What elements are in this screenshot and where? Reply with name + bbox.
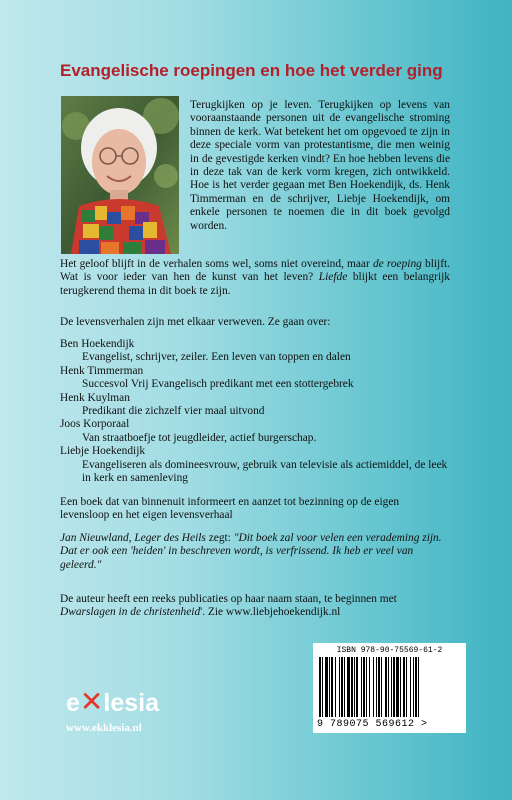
isbn-label: ISBN 978-90-75569-61-2	[336, 646, 443, 655]
person-name: Ben Hoekendijk	[60, 338, 135, 350]
person-entry	[60, 445, 455, 485]
barcode-bar	[373, 657, 374, 717]
barcode-bar	[347, 657, 350, 717]
person-name: Joos Korporaal	[60, 418, 130, 431]
barcode-bar	[325, 657, 328, 717]
barcode-bar	[339, 657, 340, 717]
person-description: Evangelist, schrijver, zeiler. Een leven van toppen en dalen	[82, 351, 351, 364]
cross-icon: ✕	[79, 686, 104, 717]
author-info: De auteur heeft een reeks publicaties op haar naam staan, te beginnen met Dwarslagen in de christenheid'. Zie www.liebjehoekendijk.nl	[60, 593, 397, 619]
intro-text: Terugkijken op je leven. Terugkijken op levens van vooraanstaande personen uit de evangelische stroming binnen de kerk. Wat betekent het om opgevoed te zijn in deze speciale vorm van protestantisme, die men weinig in de gevestigde kerken vindt? En hoe hebben levens die in deze tak van de kerk vorm kregen, zich ontwikkeld. Hoe is het verder gegaan met Ben Hoekendijk, ds. Henk Timmerman en de schrijver, Liebje Hoekendijk, om enkele personen te noemen die in dit boek gevolgd worden.	[190, 99, 450, 232]
isbn-digits: 9 789075 569612 >	[317, 719, 428, 730]
barcode-bar	[378, 657, 380, 717]
barcode-bar	[403, 657, 405, 717]
barcode-bar	[376, 657, 377, 717]
person-description: Predikant die zichzelf vier maal uitvond	[82, 405, 265, 418]
barcode-bar	[354, 657, 355, 717]
book-title: Evangelische roepingen en hoe het verder ging	[60, 61, 443, 80]
barcode-bar	[341, 657, 343, 717]
barcode-bar	[366, 657, 367, 717]
barcode-bar	[410, 657, 411, 717]
person-entry	[60, 418, 455, 445]
barcode-bar	[331, 657, 333, 717]
person-description: Succesvol Vrij Evangelisch predikant met een stottergebrek	[82, 378, 354, 391]
barcode-bar	[319, 657, 321, 717]
barcode-bar	[322, 657, 323, 717]
people-list	[60, 338, 455, 485]
barcode-bars	[317, 657, 462, 717]
barcode-bar	[388, 657, 389, 717]
person-entry	[60, 338, 455, 365]
person-name: Henk Timmerman	[60, 364, 144, 377]
barcode-bar	[335, 657, 336, 717]
barcode-bar	[406, 657, 407, 717]
quote-source: Jan Nieuwland, Leger des Heils	[60, 532, 206, 544]
barcode-bar	[361, 657, 362, 717]
barcode-bar	[385, 657, 387, 717]
barcode-bar	[393, 657, 395, 717]
barcode-bar	[351, 657, 353, 717]
person-name: Liebje Hoekendijk	[60, 445, 146, 458]
barcode-bar	[391, 657, 392, 717]
publisher-website: www.ekklesia.nl	[66, 722, 142, 734]
person-description: Van straatboefje tot jeugdleider, actief burgerschap.	[82, 431, 317, 444]
author-photo	[61, 96, 179, 254]
barcode-bar	[381, 657, 382, 717]
barcode-bar	[400, 657, 401, 717]
publisher-logo: e✕lesia	[66, 686, 159, 717]
quote-text: "Dit boek zal voor velen een verademing zijn. Dat er ook een 'heiden' in beschreven wordt, is verfrissend. Ik heb er veel van geleerd."	[60, 532, 442, 571]
closing-text: Een boek dat van binnenuit informeert en aanzet tot bezinning op de eigen levensloop en het eigen levensverhaal	[60, 496, 400, 522]
people-lead: De levensverhalen zijn met elkaar verweven. Ze gaan over:	[60, 316, 331, 328]
barcode-bar	[356, 657, 358, 717]
barcode-bar	[415, 657, 417, 717]
barcode-bar	[369, 657, 370, 717]
person-name: Henk Kuylman	[60, 391, 130, 404]
person-description: Evangeliseren als domineesvrouw, gebruik van televisie als actiemiddel, de leek in kerk en samenleving	[82, 458, 448, 485]
person-entry	[60, 392, 455, 419]
barcode-bar	[418, 657, 419, 717]
barcode-bar	[413, 657, 414, 717]
isbn-barcode	[313, 643, 466, 733]
person-entry	[60, 365, 455, 392]
barcode-bar	[396, 657, 399, 717]
barcode-bar	[329, 657, 330, 717]
barcode-bar	[363, 657, 365, 717]
barcode-bar	[344, 657, 345, 717]
intro-continuation: Het geloof blijft in de verhalen soms wel, soms niet overeind, maar de roeping blijft. Wat is voor ieder van hen de kunst van het leven? Liefde blijkt een belangrijk terugkerend thema in dit boek te zijn.	[60, 258, 450, 297]
review-quote: Jan Nieuwland, Leger des Heils zegt: "Dit boek zal voor velen een verademing zijn. Dat er ook een 'heiden' in beschreven wordt, is verfrissend. Ik heb er veel van geleerd."	[60, 532, 442, 571]
